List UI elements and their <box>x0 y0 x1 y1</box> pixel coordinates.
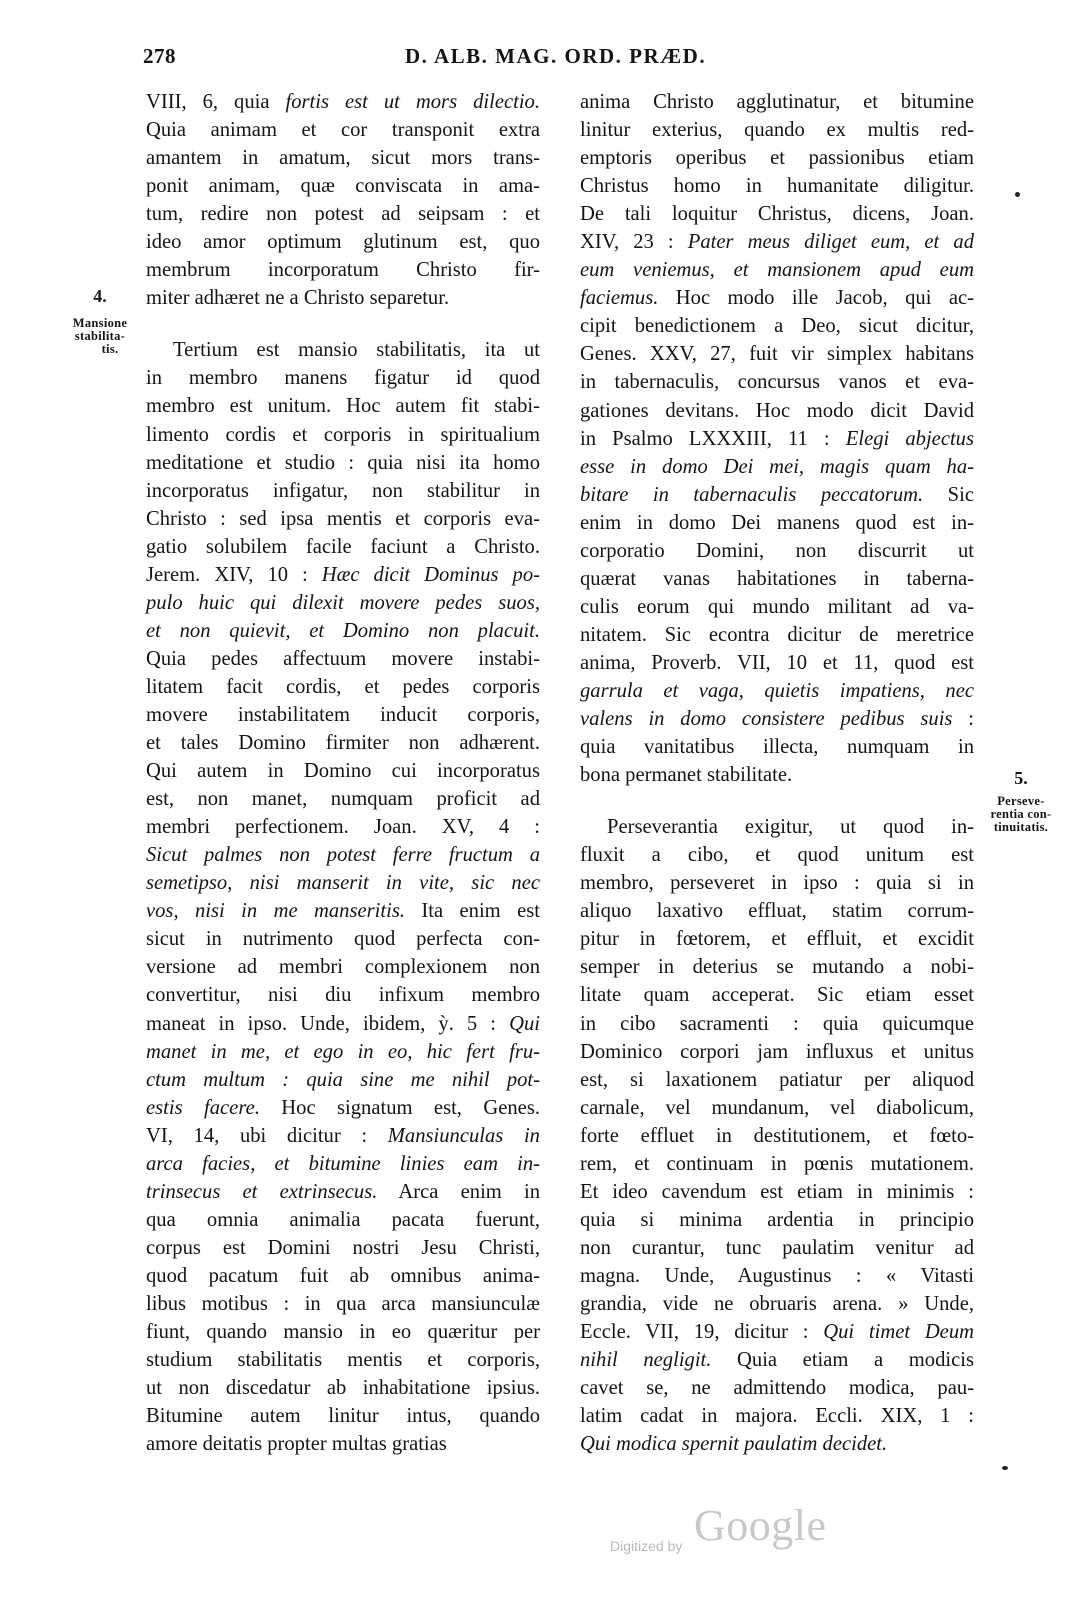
text-line <box>146 757 540 785</box>
text-line <box>580 565 974 593</box>
text-line <box>580 88 974 116</box>
text-line <box>580 1346 974 1374</box>
text-line <box>580 981 974 1009</box>
text-segment: convertitur, nisi diu infixum membro <box>146 984 540 1007</box>
text-line <box>146 785 540 813</box>
text-segment: semper in deterius se mutando a nobi- <box>580 956 974 979</box>
text-segment: De tali loquitur Christus, dicens, Joan. <box>580 203 974 226</box>
italic-segment: Elegi abjectus <box>845 427 974 450</box>
text-line <box>580 1374 974 1402</box>
text-segment: Hoc signatum est, Genes. <box>259 1096 540 1119</box>
text-line <box>580 897 974 925</box>
margin-note-line: rentia con- <box>990 807 1052 821</box>
margin-note-5 <box>982 768 1060 834</box>
text-line <box>146 1010 540 1038</box>
text-line <box>580 228 974 256</box>
margin-note-number: 4. <box>93 286 107 306</box>
text-line <box>146 589 540 617</box>
italic-segment: garrula et vaga, quietis impatiens, nec <box>580 679 974 702</box>
text-segment: gatio solubilem facile faciunt a Christo. <box>146 535 540 558</box>
text-segment: membro, perseveret in ipso : quia si in <box>580 872 974 895</box>
text-segment: XIV, 23 : <box>580 231 688 254</box>
text-segment: quia si minima ardentia in principio <box>580 1208 974 1231</box>
text-line <box>580 1234 974 1262</box>
text-segment: Sic <box>923 483 974 506</box>
text-segment: ideo amor optimum glutinum est, quo <box>146 231 540 254</box>
text-segment: versione ad membri complexionem non <box>146 956 540 979</box>
text-line <box>580 925 974 953</box>
text-segment: Ita enim est <box>404 900 540 923</box>
italic-segment: et non quievit, et Domino non placuit. <box>146 619 540 642</box>
text-segment: incorporatus infigatur, non stabilitur in <box>146 479 540 502</box>
text-segment: grandia, vide ne obruaris arena. » Unde, <box>580 1292 974 1315</box>
ink-speck <box>1002 1466 1008 1470</box>
italic-segment: trinsecus et extrinsecus. <box>146 1180 378 1203</box>
text-segment: in membro manens figatur id quod <box>146 367 540 390</box>
text-line <box>146 897 540 925</box>
text-line <box>146 505 540 533</box>
text-segment: ponit animam, quæ conviscata in ama- <box>146 175 540 198</box>
text-line <box>580 1122 974 1150</box>
google-logo: Google <box>694 1501 827 1550</box>
text-segment: aliquo laxativo effluat, statim corrum- <box>580 900 974 923</box>
italic-segment: esse in domo Dei mei, magis quam ha- <box>580 455 974 478</box>
text-segment: fiunt, quando mansio in eo quæritur per <box>146 1321 540 1344</box>
text-line <box>580 368 974 396</box>
text-segment: cipit benedictionem a Deo, sicut dicitur, <box>580 315 974 338</box>
margin-note-line: tis. <box>101 342 119 356</box>
text-segment: miter adhæret ne a Christo separetur. <box>146 287 450 310</box>
italic-segment: ctum multum : quia sine me nihil pot- <box>146 1068 540 1091</box>
margin-note-line: Mansione <box>72 316 128 330</box>
text-line <box>580 1318 974 1346</box>
text-segment: Christo : sed ipsa mentis et corporis eva- <box>146 507 540 530</box>
running-head: D. ALB. MAG. ORD. PRÆD. <box>405 44 707 68</box>
text-segment: membri perfectionem. Joan. XV, 4 : <box>146 816 540 839</box>
text-line <box>580 841 974 869</box>
text-line <box>146 1206 540 1234</box>
text-line <box>146 617 540 645</box>
text-segment: litatem facit cordis, et pedes corporis <box>146 675 540 698</box>
text-segment: membro est unitum. Hoc autem fit stabi- <box>146 395 540 418</box>
margin-note-4 <box>60 286 140 356</box>
italic-segment: semetipso, nisi manserit in vite, sic nec <box>146 872 540 895</box>
text-line <box>580 1010 974 1038</box>
text-line <box>580 312 974 340</box>
text-line <box>580 340 974 368</box>
text-line <box>580 869 974 897</box>
text-line <box>580 509 974 537</box>
text-segment: amantem in amatum, sicut mors trans- <box>146 147 540 170</box>
text-line <box>146 200 540 228</box>
text-segment: quia vanitatibus illecta, numquam in <box>580 736 974 759</box>
text-line <box>580 256 974 284</box>
text-line <box>146 172 540 200</box>
text-line <box>580 453 974 481</box>
text-segment: limento cordis et corporis in spiritualium <box>146 423 540 446</box>
text-segment: gationes devitans. Hoc modo dicit David <box>580 399 974 422</box>
text-segment: corpus est Domini nostri Jesu Christi, <box>146 1236 540 1259</box>
italic-segment: nihil negligit. <box>580 1349 712 1372</box>
text-line <box>580 1066 974 1094</box>
text-line <box>580 677 974 705</box>
text-segment: Bitumine autem linitur intus, quando <box>146 1405 540 1428</box>
text-line <box>146 1402 540 1430</box>
italic-segment: vos, nisi in me manseritis. <box>146 900 405 923</box>
text-segment: Et ideo cavendum est etiam in minimis : <box>580 1180 974 1203</box>
text-line <box>580 1262 974 1290</box>
text-line <box>580 1430 974 1458</box>
text-line <box>146 364 540 392</box>
margin-note-line: tinuitatis. <box>993 820 1049 834</box>
text-line <box>146 1430 540 1458</box>
text-line <box>146 477 540 505</box>
text-segment: sicut in nutrimento quod perfecta con- <box>146 928 540 951</box>
text-segment: Jerem. XIV, 10 : <box>146 563 322 586</box>
text-segment: libus motibus : in qua arca mansiunculæ <box>146 1292 540 1315</box>
text-line <box>580 481 974 509</box>
italic-segment: Hæc dicit Dominus po- <box>321 563 540 586</box>
text-segment: est, non manet, numquam proficit ad <box>146 788 540 811</box>
italic-segment: Qui timet Deum <box>823 1321 974 1344</box>
text-line <box>146 1346 540 1374</box>
text-line <box>580 172 974 200</box>
text-line <box>146 981 540 1009</box>
text-segment: bona permanet stabilitate. <box>580 764 793 787</box>
text-segment: anima Christo agglutinatur, et bitumine <box>580 91 974 113</box>
text-segment: Arca enim in <box>377 1180 541 1203</box>
italic-segment: bitare in tabernaculis peccatorum. <box>580 483 924 506</box>
text-segment: tum, redire non potest ad seipsam : et <box>146 203 540 226</box>
text-segment: Quia animam et cor transponit extra <box>146 119 540 142</box>
text-segment: et tales Domino firmiter non adhærent. <box>146 732 540 755</box>
margin-note-number: 5. <box>1014 768 1028 788</box>
text-segment: culis eorum qui mundo militant ad va- <box>580 595 974 618</box>
text-line <box>146 421 540 449</box>
text-line <box>146 1318 540 1346</box>
text-line <box>580 649 974 677</box>
text-segment: VI, 14, ubi dicitur : <box>146 1124 388 1147</box>
text-line <box>146 256 540 284</box>
text-line <box>146 1150 540 1178</box>
text-line <box>580 144 974 172</box>
text-segment: movere instabilitatem inducit corporis, <box>146 703 540 726</box>
text-segment: carnale, vel mundanum, vel diabolicum, <box>580 1096 974 1119</box>
italic-segment: eum veniemus, et mansionem apud eum <box>580 259 974 282</box>
text-segment: corporatio Domini, non discurrit ut <box>580 539 974 562</box>
digitized-by-label: Digitized by <box>610 1538 683 1554</box>
text-line <box>146 645 540 673</box>
text-line <box>580 1178 974 1206</box>
text-line <box>580 425 974 453</box>
italic-segment: pulo huic qui dilexit movere pedes suos, <box>146 591 540 614</box>
text-segment: litate quam acceperat. Sic etiam esset <box>580 984 974 1007</box>
paragraph-gap <box>580 789 974 813</box>
text-line <box>146 1122 540 1150</box>
text-line <box>580 1206 974 1234</box>
left-column <box>146 88 540 1458</box>
text-segment: linitur exterius, quando ex multis red- <box>580 119 974 142</box>
text-line <box>146 228 540 256</box>
italic-segment: fortis est ut mors dilectio. <box>285 91 540 113</box>
text-segment: Perseverantia exigitur, ut quod in- <box>607 816 974 839</box>
right-column <box>580 88 974 1458</box>
text-line <box>146 1094 540 1122</box>
italic-segment: Sicut palmes non potest ferre fructum a <box>146 844 540 867</box>
text-segment: forte effluet in destitutionem, et fœto- <box>580 1124 974 1147</box>
text-segment: est, si laxationem patiatur per aliquod <box>580 1068 974 1091</box>
text-line <box>146 1234 540 1262</box>
text-segment: rem, et continuam in pœnis mutationem. <box>580 1152 974 1175</box>
italic-segment: arca facies, et bitumine linies eam in- <box>146 1152 540 1175</box>
text-line <box>146 561 540 589</box>
text-line <box>580 1038 974 1066</box>
text-segment: ut non discedatur ab inhabitatione ipsius. <box>146 1377 540 1400</box>
italic-segment: Pater meus diliget eum, et ad <box>687 231 974 254</box>
text-segment: Dominico corpori jam influxus et unitus <box>580 1040 974 1063</box>
italic-segment: Mansiunculas in <box>387 1124 540 1147</box>
text-line <box>580 1290 974 1318</box>
page-header <box>0 44 1077 78</box>
text-segment: anima, Proverb. VII, 10 et 11, quod est <box>580 651 974 674</box>
text-segment: membrum incorporatum Christo fir- <box>146 259 540 282</box>
text-line <box>580 1402 974 1430</box>
text-line <box>146 1038 540 1066</box>
text-segment: Genes. XXV, 27, fuit vir simplex habitans <box>580 343 974 366</box>
text-segment: studium stabilitatis mentis et corporis, <box>146 1349 540 1372</box>
italic-segment: Qui modica spernit paulatim decidet. <box>580 1433 888 1456</box>
text-segment: latim cadat in majora. Eccli. XIX, 1 : <box>580 1405 974 1428</box>
text-segment: non curantur, tunc paulatim venitur ad <box>580 1236 974 1259</box>
text-line <box>146 925 540 953</box>
text-line <box>580 116 974 144</box>
text-line <box>146 1374 540 1402</box>
text-line <box>580 621 974 649</box>
text-line <box>146 144 540 172</box>
text-segment: maneat in ipso. Unde, ibidem, ỳ. 5 : <box>146 1012 510 1035</box>
text-line <box>580 200 974 228</box>
italic-segment: valens in domo consistere pedibus suis <box>580 708 953 731</box>
text-line <box>146 841 540 869</box>
text-segment: emptoris operibus et passionibus etiam <box>580 147 974 170</box>
text-line <box>580 1094 974 1122</box>
text-segment: quærat vanas habitationes in taberna- <box>580 567 974 590</box>
text-segment: Qui autem in Domino cui incorporatus <box>146 760 540 783</box>
margin-note-line: stabilita- <box>74 329 126 343</box>
text-line <box>146 673 540 701</box>
margin-note-line: Perseve- <box>997 794 1045 808</box>
text-line <box>146 116 540 144</box>
text-line <box>580 284 974 312</box>
text-line <box>146 953 540 981</box>
text-segment: Quia etiam a modicis <box>711 1349 974 1372</box>
text-line <box>146 1178 540 1206</box>
text-segment: meditatione et studio : quia nisi ita homo <box>146 451 540 474</box>
text-segment: enim in domo Dei manens quod est in- <box>580 511 974 534</box>
text-line <box>580 593 974 621</box>
text-line <box>580 761 974 789</box>
text-line <box>146 392 540 420</box>
text-line <box>146 533 540 561</box>
text-segment: cavet se, ne admittendo modica, pau- <box>580 1377 974 1400</box>
text-line <box>580 813 974 841</box>
text-segment: quod pacatum fuit ab omnibus anima- <box>146 1264 540 1287</box>
text-segment: in cibo sacramenti : quia quicumque <box>580 1012 974 1035</box>
italic-segment: faciemus. <box>580 287 659 310</box>
italic-segment: estis facere. <box>146 1096 260 1119</box>
text-line <box>146 813 540 841</box>
text-line <box>146 336 540 364</box>
text-line <box>580 733 974 761</box>
text-line <box>146 284 540 312</box>
text-line <box>146 88 540 116</box>
text-segment: amore deitatis propter multas gratias <box>146 1433 447 1456</box>
text-segment: Christus homo in humanitate diligitur. <box>580 175 974 198</box>
text-segment: fluxit a cibo, et quod unitum est <box>580 844 974 867</box>
text-segment: Eccle. VII, 19, dicitur : <box>580 1321 824 1344</box>
text-segment: nitatem. Sic econtra dicitur de meretrice <box>580 623 974 646</box>
text-segment: qua omnia animalia pacata fuerunt, <box>146 1208 540 1231</box>
text-line <box>146 1290 540 1318</box>
text-line <box>580 537 974 565</box>
italic-segment: manet in me, et ego in eo, hic fert fru- <box>146 1040 540 1063</box>
text-segment: VIII, 6, quia <box>146 91 286 113</box>
text-segment: pitur in fœtorem, et effluit, et excidit <box>580 928 974 951</box>
italic-segment: Qui <box>509 1012 540 1035</box>
text-line <box>146 869 540 897</box>
page-number: 278 <box>143 44 176 68</box>
text-line <box>580 1150 974 1178</box>
text-segment: in tabernaculis, concursus vanos et eva- <box>580 371 974 394</box>
text-segment: Quia pedes affectuum movere instabi- <box>146 647 540 670</box>
text-line <box>146 729 540 757</box>
text-line <box>580 953 974 981</box>
text-segment: Hoc modo ille Jacob, qui ac- <box>658 287 974 310</box>
digitization-watermark <box>610 1500 840 1560</box>
text-segment: magna. Unde, Augustinus : « Vitasti <box>580 1264 974 1287</box>
text-line <box>146 1066 540 1094</box>
text-line <box>580 705 974 733</box>
ink-speck <box>1015 192 1020 197</box>
text-line <box>146 449 540 477</box>
paragraph-gap <box>146 312 540 336</box>
text-segment: Tertium est mansio stabilitatis, ita ut <box>173 339 540 362</box>
text-line <box>146 1262 540 1290</box>
text-segment: : <box>952 708 974 731</box>
text-line <box>580 397 974 425</box>
text-segment: in Psalmo LXXXIII, 11 : <box>580 427 846 450</box>
text-line <box>146 701 540 729</box>
